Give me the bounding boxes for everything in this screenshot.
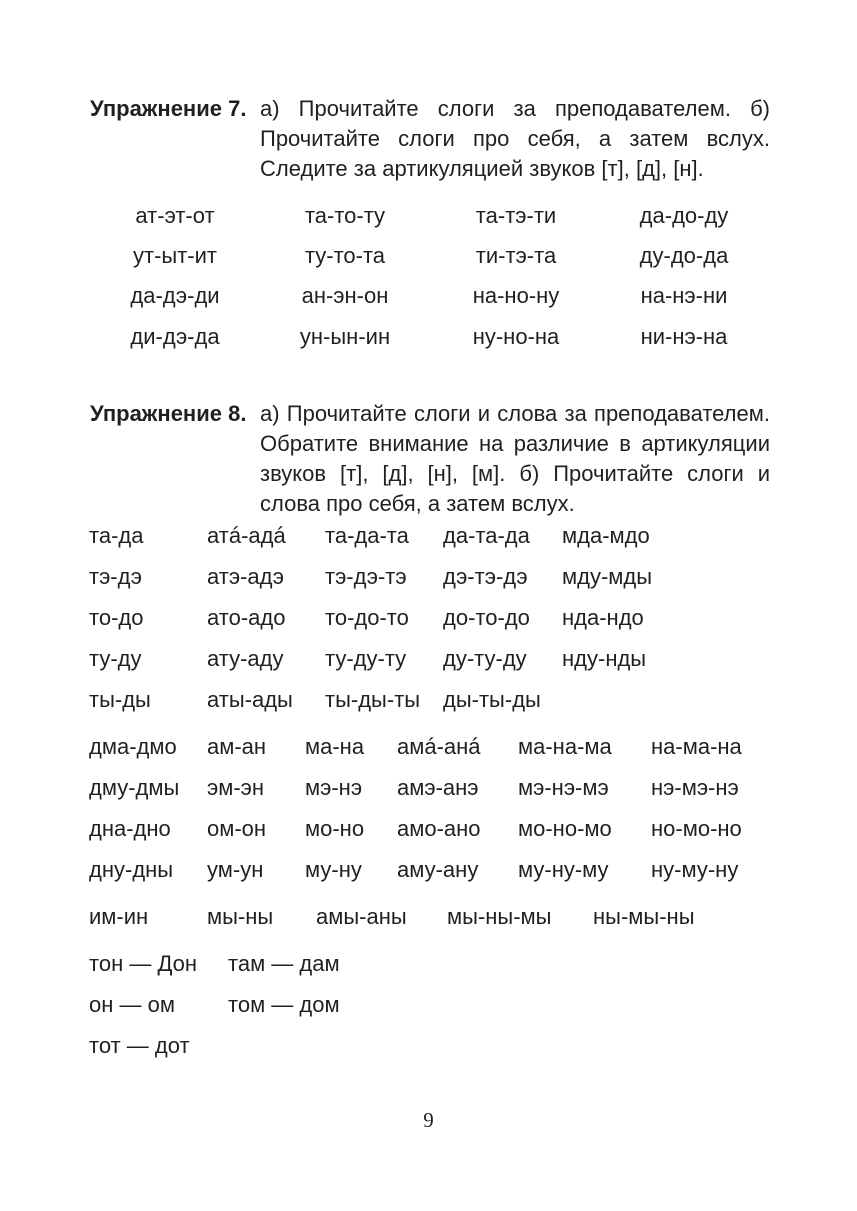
- exercise-7-title: Упражнение 7.: [90, 96, 247, 121]
- syllable-row: [0, 562, 857, 592]
- syllable-row: [0, 281, 857, 311]
- word-pair: он — ом: [89, 992, 175, 1017]
- word-pair: том — дом: [228, 992, 340, 1017]
- syllable-item: му-ну: [305, 857, 362, 882]
- syllable-item: тэ-дэ: [89, 564, 142, 589]
- syllable-item: на-ма-на: [651, 734, 742, 759]
- syllable-item: амы-аны: [316, 904, 407, 929]
- syllable-item: ду-ту-ду: [443, 646, 527, 671]
- syllable-row: [0, 855, 857, 885]
- syllable-item: ма-на-ма: [518, 734, 612, 759]
- exercise-8-instructions: а) Прочитайте слоги и слова за преподавателем. Обратите внимание на различие в артикуляции звуков [т], [д], [н], [м]. б) Прочитайте слоги и слова про себя, а затем вслух.: [260, 401, 770, 516]
- exercise-8-heading: [90, 399, 770, 519]
- syllable-item: нду-нды: [562, 646, 647, 671]
- syllable-item: ату-аду: [207, 646, 284, 671]
- syllable-item: ти-тэ-та: [475, 243, 557, 268]
- syllable-row: [0, 732, 857, 762]
- syllable-item: ни-нэ-на: [640, 324, 728, 349]
- syllable-item: амо-ано: [397, 816, 481, 841]
- syllable-item: ту-ду-ту: [325, 646, 407, 671]
- word-pair: тон — Дон: [89, 951, 197, 976]
- syllable-item: ун-ын-ин: [299, 324, 391, 349]
- syllable-item: дэ-тэ-дэ: [443, 564, 528, 589]
- syllable-item: но-мо-но: [651, 816, 742, 841]
- page-number: 9: [423, 1108, 434, 1132]
- syllable-item: ну-му-ну: [651, 857, 739, 882]
- syllable-item: мду-мды: [562, 564, 653, 589]
- syllable-row: [0, 201, 857, 231]
- syllable-item: да-дэ-ди: [130, 283, 220, 308]
- exercise-7-heading: [90, 94, 770, 184]
- syllable-row: [0, 685, 857, 715]
- syllable-row: [0, 814, 857, 844]
- word-pair-row: [0, 949, 857, 979]
- syllable-item: ду-до-да: [639, 243, 729, 268]
- syllable-item: ат-эт-от: [135, 203, 215, 228]
- syllable-item: мэ-нэ: [305, 775, 363, 800]
- syllable-item: мо-но-мо: [518, 816, 612, 841]
- syllable-item: атá-адá: [207, 523, 286, 548]
- exercise-8-title: Упражнение 8.: [90, 401, 247, 426]
- syllable-item: то-до: [89, 605, 144, 630]
- syllable-item: ма-на: [305, 734, 365, 759]
- syllable-item: му-ну-му: [518, 857, 609, 882]
- syllable-item: ут-ыт-ит: [133, 243, 217, 268]
- syllable-item: та-тэ-ти: [475, 203, 557, 228]
- syllable-item: дма-дмо: [89, 734, 177, 759]
- syllable-item: мы-ны-мы: [447, 904, 552, 929]
- syllable-item: эм-эн: [207, 775, 265, 800]
- syllable-item: ум-ун: [207, 857, 264, 882]
- syllable-item: ты-ды-ты: [325, 687, 421, 712]
- syllable-item: дму-дмы: [89, 775, 180, 800]
- syllable-item: ны-мы-ны: [593, 904, 695, 929]
- syllable-item: им-ин: [89, 904, 149, 929]
- syllable-item: на-но-ну: [472, 283, 560, 308]
- syllable-item: нда-ндо: [562, 605, 644, 630]
- syllable-item: атэ-адэ: [207, 564, 284, 589]
- syllable-item: амá-анá: [397, 734, 481, 759]
- syllable-row: [0, 521, 857, 551]
- syllable-item: та-то-ту: [304, 203, 386, 228]
- syllable-item: да-до-ду: [639, 203, 729, 228]
- syllable-item: ди-дэ-да: [130, 324, 220, 349]
- syllable-item: дна-дно: [89, 816, 171, 841]
- syllable-item: ту-ду: [89, 646, 142, 671]
- syllable-row: [0, 322, 857, 352]
- syllable-item: мда-мдо: [562, 523, 650, 548]
- exercise-8-syllable-group-3: [0, 902, 857, 932]
- syllable-item: ты-ды: [89, 687, 151, 712]
- syllable-item: аты-ады: [207, 687, 293, 712]
- syllable-item: дну-дны: [89, 857, 174, 882]
- syllable-item: тэ-дэ-тэ: [325, 564, 407, 589]
- word-pair: там — дам: [228, 951, 340, 976]
- syllable-item: та-да-та: [325, 523, 409, 548]
- syllable-item: мы-ны: [207, 904, 274, 929]
- word-pair-row: [0, 990, 857, 1020]
- syllable-item: ам-ан: [207, 734, 267, 759]
- word-pair: тот — дот: [89, 1033, 190, 1058]
- syllable-item: та-да: [89, 523, 144, 548]
- syllable-item: ту-то-та: [304, 243, 386, 268]
- syllable-item: мэ-нэ-мэ: [518, 775, 609, 800]
- syllable-item: мо-но: [305, 816, 365, 841]
- syllable-row: [0, 644, 857, 674]
- syllable-item: ан-эн-он: [301, 283, 389, 308]
- syllable-item: ну-но-на: [472, 324, 560, 349]
- syllable-item: аму-ану: [397, 857, 479, 882]
- syllable-row: [0, 241, 857, 271]
- syllable-item: ды-ты-ды: [443, 687, 541, 712]
- syllable-item: то-до-то: [325, 605, 409, 630]
- word-pair-row: [0, 1031, 857, 1061]
- syllable-item: амэ-анэ: [397, 775, 479, 800]
- syllable-item: на-нэ-ни: [640, 283, 728, 308]
- syllable-item: да-та-да: [443, 523, 530, 548]
- syllable-row: [0, 603, 857, 633]
- exercise-7-instructions: а) Прочитайте слоги за преподавателем. б) Прочитайте слоги про себя, а затем вслух. Следите за артикуляцией звуков [т], [д], [н].: [260, 96, 770, 181]
- syllable-item: ом-он: [207, 816, 267, 841]
- syllable-row: [0, 773, 857, 803]
- syllable-item: нэ-мэ-нэ: [651, 775, 739, 800]
- syllable-item: до-то-до: [443, 605, 530, 630]
- syllable-item: ато-адо: [207, 605, 286, 630]
